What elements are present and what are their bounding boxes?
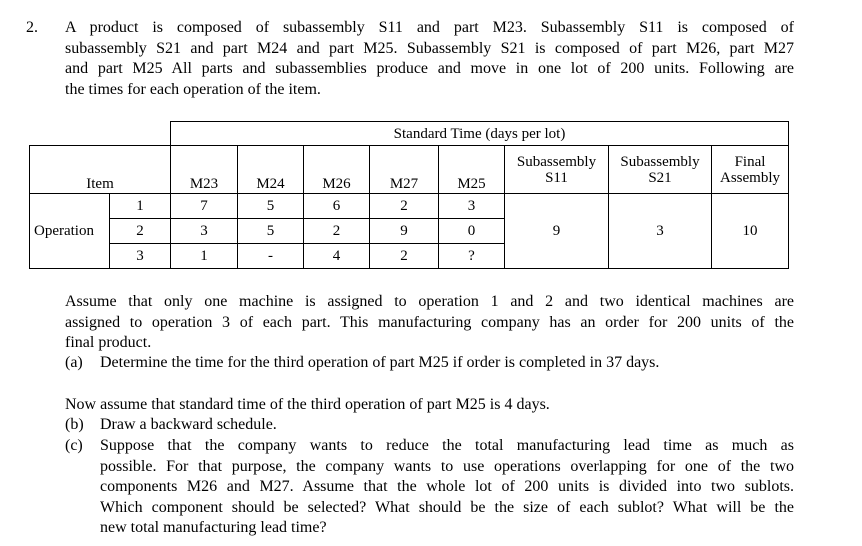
- part-c-line: Suppose that the company wants to reduce the total manufacturing lead time as much as: [100, 437, 794, 454]
- part-header-m25: M25: [439, 146, 505, 194]
- table-cell: 1: [171, 244, 238, 269]
- part-c: [65, 436, 794, 539]
- intro-line: A product is composed of subassembly S11 and part M23. Subassembly S11 is composed of: [65, 19, 794, 36]
- operation-label: Operation: [30, 194, 110, 269]
- header-line: S11: [545, 169, 568, 186]
- intro-line: subassembly S21 and part M24 and part M25. Subassembly S21 is composed of part M26, part M27: [65, 39, 794, 57]
- part-a-text: [100, 353, 794, 374]
- table-cell: 4: [304, 244, 370, 269]
- subassembly-s21-header: [609, 146, 712, 194]
- part-c-text: [100, 436, 794, 539]
- header-line: Subassembly: [620, 153, 700, 170]
- header-line: Subassembly: [516, 153, 597, 170]
- table-cell: 0: [439, 219, 505, 244]
- part-a: [65, 353, 794, 374]
- part-a-label: (a): [65, 354, 83, 371]
- paragraph-line: assigned to operation 3 of each part. This manufacturing company has an order for 200 units of the: [65, 313, 794, 331]
- table-cell: -: [238, 244, 304, 269]
- subassembly-s11-header: [505, 146, 609, 194]
- item-header: Item: [30, 146, 171, 194]
- table-cell: 2: [370, 244, 439, 269]
- part-b: [65, 415, 794, 436]
- part-header-m24: M24: [238, 146, 304, 194]
- operation-number: 1: [110, 194, 171, 219]
- part-header-m23: M23: [171, 146, 238, 194]
- standard-time-table: [29, 121, 789, 269]
- header-line: Final: [734, 153, 766, 170]
- part-header-m26: M26: [304, 146, 370, 194]
- question-number: 2.: [26, 19, 38, 36]
- group-header: Standard Time (days per lot): [171, 122, 789, 146]
- paragraph-line: Now assume that standard time of the third operation of part M25 is 4 days.: [65, 396, 550, 413]
- s21-time: 3: [609, 194, 712, 269]
- table-cell: 9: [370, 219, 439, 244]
- table-cell: 2: [304, 219, 370, 244]
- assumption-paragraph: [65, 292, 794, 354]
- operation-number: 2: [110, 219, 171, 244]
- intro-line: the times for each operation of the item.: [65, 80, 321, 98]
- table-header-row: [30, 146, 789, 194]
- table-row: [30, 194, 789, 219]
- part-c-line: components M26 and M27. Assume that the whole lot of 200 units is divided into two sublots.: [100, 478, 794, 495]
- part-c-label: (c): [65, 437, 83, 454]
- part-c-line: new total manufacturing lead time?: [100, 519, 327, 536]
- part-b-line: Draw a backward schedule.: [100, 416, 277, 433]
- table-cell: ?: [439, 244, 505, 269]
- header-line: Assembly: [720, 169, 780, 186]
- table-header-row: [30, 122, 789, 146]
- final-assembly-header: [712, 146, 789, 194]
- part-b-label: (b): [65, 416, 84, 433]
- part-header-m27: M27: [370, 146, 439, 194]
- part-a-line: Determine the time for the third operation of part M25 if order is completed in 37 days.: [100, 354, 660, 371]
- second-assumption: [65, 395, 794, 416]
- operation-number: 3: [110, 244, 171, 269]
- table-cell: 2: [370, 194, 439, 219]
- table-cell: 7: [171, 194, 238, 219]
- table-cell: 6: [304, 194, 370, 219]
- part-c-line: Which component should be selected? What should be the size of each sublot? What will be the: [100, 498, 794, 516]
- paragraph-line: final product.: [65, 334, 152, 351]
- problem-intro: [65, 18, 794, 100]
- part-c-line: possible. For that purpose, the company wants to use operations overlapping for one of the two: [100, 457, 794, 475]
- table-cell: 5: [238, 194, 304, 219]
- table-cell: 3: [171, 219, 238, 244]
- table-cell: 5: [238, 219, 304, 244]
- final-time: 10: [712, 194, 789, 269]
- paragraph-line: Assume that only one machine is assigned to operation 1 and 2 and two identical machines are: [65, 293, 794, 310]
- s11-time: 9: [505, 194, 609, 269]
- table-cell: 3: [439, 194, 505, 219]
- part-b-text: [100, 415, 794, 436]
- intro-line: and part M25 All parts and subassemblies produce and move in one lot of 200 units. Following are: [65, 60, 794, 77]
- table-corner: [30, 122, 171, 146]
- header-line: S21: [648, 169, 672, 186]
